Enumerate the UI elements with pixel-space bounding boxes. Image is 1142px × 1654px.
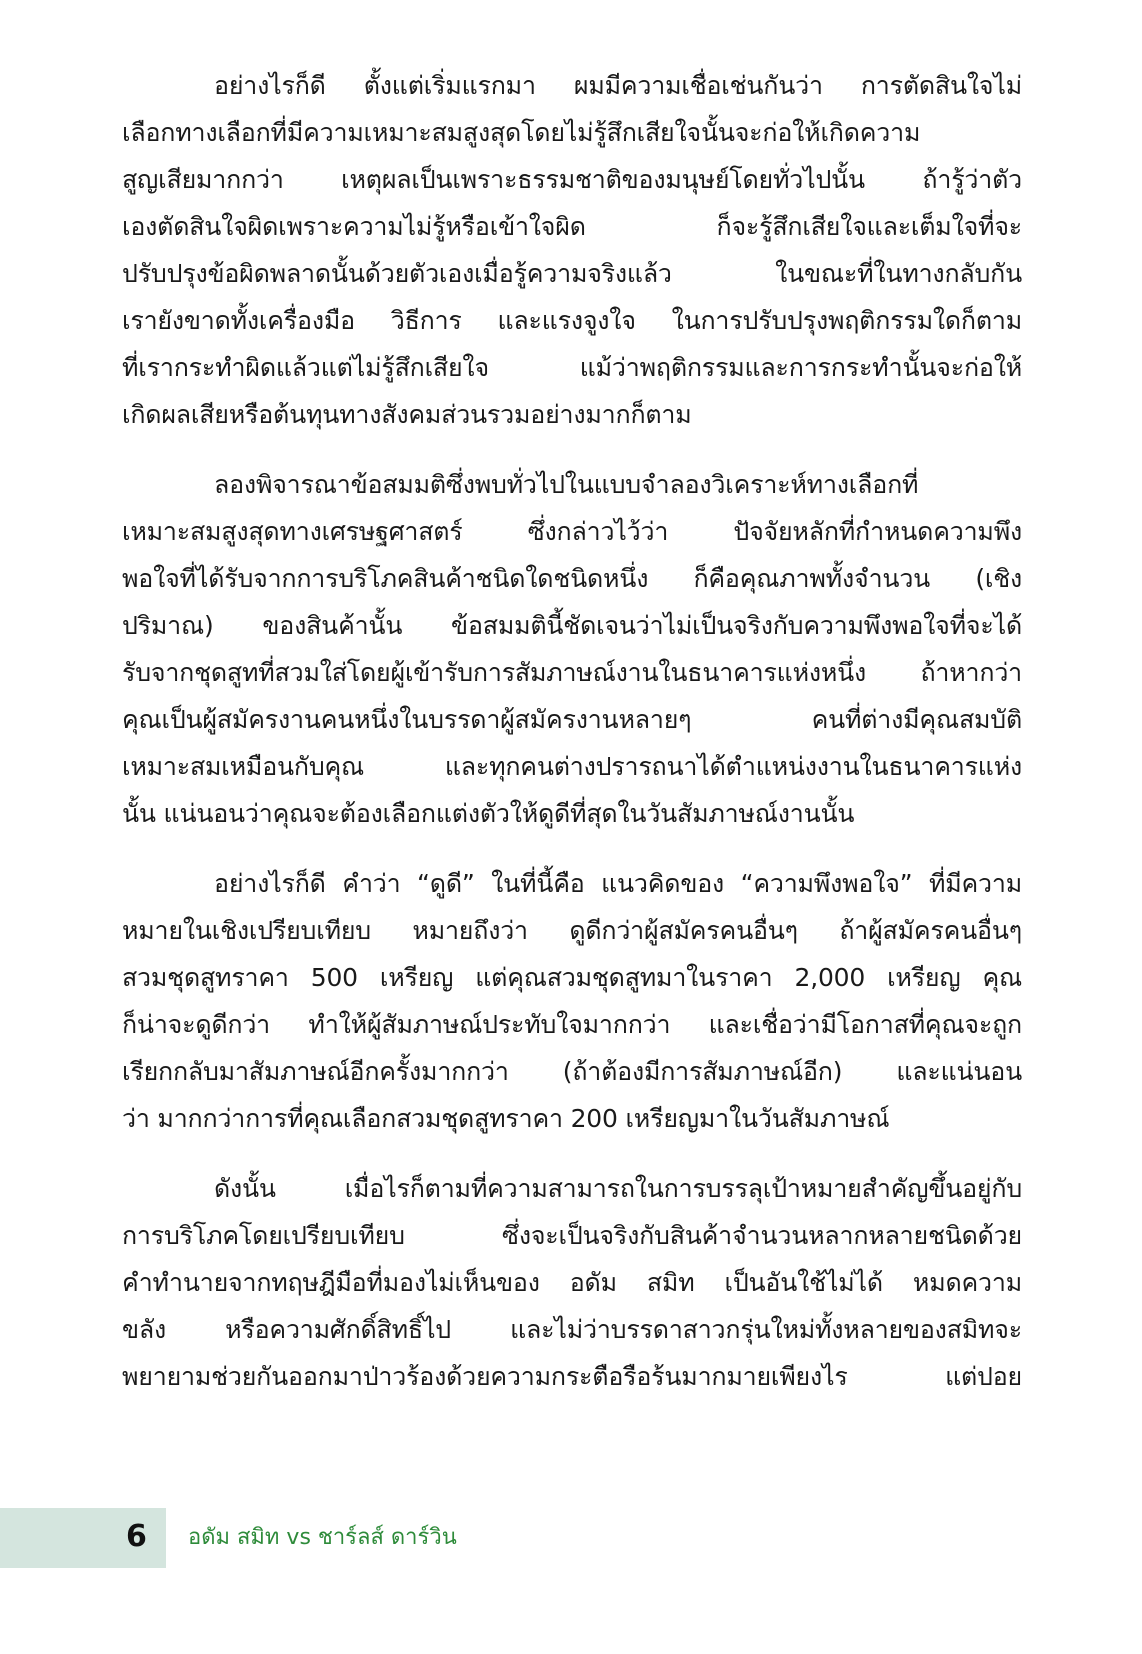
text-line: เรายังขาดทั้งเครื่องมือ วิธีการ และแรงจูงใจ ในการปรับปรุงพฤติกรรมใดก็ตาม (122, 306, 1022, 335)
text-line: คำทำนายจากทฤษฎีมือที่มองไม่เห็นของ อดัม สมิท เป็นอันใช้ไม่ได้ หมดความ (122, 1268, 1022, 1297)
paragraph-3 (122, 860, 1022, 1142)
text-line: นั้น แน่นอนว่าคุณจะต้องเลือกแต่งตัวให้ดูดีที่สุดในวันสัมภาษณ์งานนั้น (122, 799, 855, 828)
page-number: 6 (126, 1519, 147, 1554)
text-line: ดังนั้น เมื่อไรก็ตามที่ความสามารถในการบรรลุเป้าหมายสำคัญขึ้นอยู่กับ (214, 1174, 1022, 1203)
paragraph-1 (122, 62, 1022, 438)
text-line: การบริโภคโดยเปรียบเทียบ ซึ่งจะเป็นจริงกับสินค้าจำนวนหลากหลายชนิดด้วย (122, 1221, 1022, 1250)
text-line: เกิดผลเสียหรือต้นทุนทางสังคมส่วนรวมอย่างมากก็ตาม (122, 400, 692, 429)
text-line: เหมาะสมเหมือนกับคุณ และทุกคนต่างปรารถนาได้ตำแหน่งงานในธนาคารแห่ง (122, 752, 1022, 781)
text-line: อย่างไรก็ดี ตั้งแต่เริ่มแรกมา ผมมีความเชื่อเช่นกันว่า การตัดสินใจไม่ (214, 71, 1022, 100)
page-body (122, 62, 1022, 1423)
text-line: สวมชุดสูทราคา 500 เหรียญ แต่คุณสวมชุดสูทมาในราคา 2,000 เหรียญ คุณ (122, 963, 1022, 992)
text-line: เองตัดสินใจผิดเพราะความไม่รู้หรือเข้าใจผิด ก็จะรู้สึกเสียใจและเต็มใจที่จะ (122, 212, 1022, 241)
text-line: เหมาะสมสูงสุดทางเศรษฐศาสตร์ ซึ่งกล่าวไว้ว่า ปัจจัยหลักที่กำหนดความพึง (122, 517, 1022, 546)
running-title: อดัม สมิท vs ชาร์ลส์ ดาร์วิน (188, 1525, 457, 1550)
text-line: เลือกทางเลือกที่มีความเหมาะสมสูงสุดโดยไม่รู้สึกเสียใจนั้นจะก่อให้เกิดความ (122, 118, 921, 147)
text-line: ปริมาณ) ของสินค้านั้น ข้อสมมตินี้ชัดเจนว่าไม่เป็นจริงกับความพึงพอใจที่จะได้ (122, 611, 1022, 640)
text-line: ที่เรากระทำผิดแล้วแต่ไม่รู้สึกเสียใจ แม้ว่าพฤติกรรมและการกระทำนั้นจะก่อให้ (122, 353, 1022, 382)
text-line: พอใจที่ได้รับจากการบริโภคสินค้าชนิดใดชนิดหนึ่ง ก็คือคุณภาพทั้งจำนวน (เชิง (122, 564, 1022, 593)
text-line: ลองพิจารณาข้อสมมติซึ่งพบทั่วไปในแบบจำลองวิเคราะห์ทางเลือกที่ (214, 470, 919, 499)
text-line: ปรับปรุงข้อผิดพลาดนั้นด้วยตัวเองเมื่อรู้ความจริงแล้ว ในขณะที่ในทางกลับกัน (122, 259, 1022, 288)
text-line: พยายามช่วยกันออกมาป่าวร้องด้วยความกระตือรือร้นมากมายเพียงไร แต่ปอย (122, 1362, 1022, 1391)
text-line: ก็น่าจะดูดีกว่า ทำให้ผู้สัมภาษณ์ประทับใจมากกว่า และเชื่อว่ามีโอกาสที่คุณจะถูก (122, 1010, 1022, 1039)
text-line: อย่างไรก็ดี คำว่า “ดูดี” ในที่นี้คือ แนวคิดของ “ความพึงพอใจ” ที่มีความ (214, 869, 1022, 898)
text-line: รับจากชุดสูทที่สวมใส่โดยผู้เข้ารับการสัมภาษณ์งานในธนาคารแห่งหนึ่ง ถ้าหากว่า (122, 658, 1022, 687)
text-line: ขลัง หรือความศักดิ์สิทธิ์ไป และไม่ว่าบรรดาสาวกรุ่นใหม่ทั้งหลายของสมิทจะ (122, 1315, 1022, 1344)
text-line: สูญเสียมากกว่า เหตุผลเป็นเพราะธรรมชาติของมนุษย์โดยทั่วไปนั้น ถ้ารู้ว่าตัว (122, 165, 1022, 194)
text-line: ว่า มากกว่าการที่คุณเลือกสวมชุดสูทราคา 200 เหรียญมาในวันสัมภาษณ์ (122, 1104, 890, 1133)
text-line: เรียกกลับมาสัมภาษณ์อีกครั้งมากกว่า (ถ้าต้องมีการสัมภาษณ์อีก) และแน่นอน (122, 1057, 1022, 1086)
paragraph-2 (122, 461, 1022, 837)
text-line: หมายในเชิงเปรียบเทียบ หมายถึงว่า ดูดีกว่าผู้สมัครคนอื่นๆ ถ้าผู้สมัครคนอื่นๆ (122, 916, 1022, 945)
text-line: คุณเป็นผู้สมัครงานคนหนึ่งในบรรดาผู้สมัครงานหลายๆ คนที่ต่างมีคุณสมบัติ (122, 705, 1022, 734)
paragraph-4 (122, 1165, 1022, 1400)
